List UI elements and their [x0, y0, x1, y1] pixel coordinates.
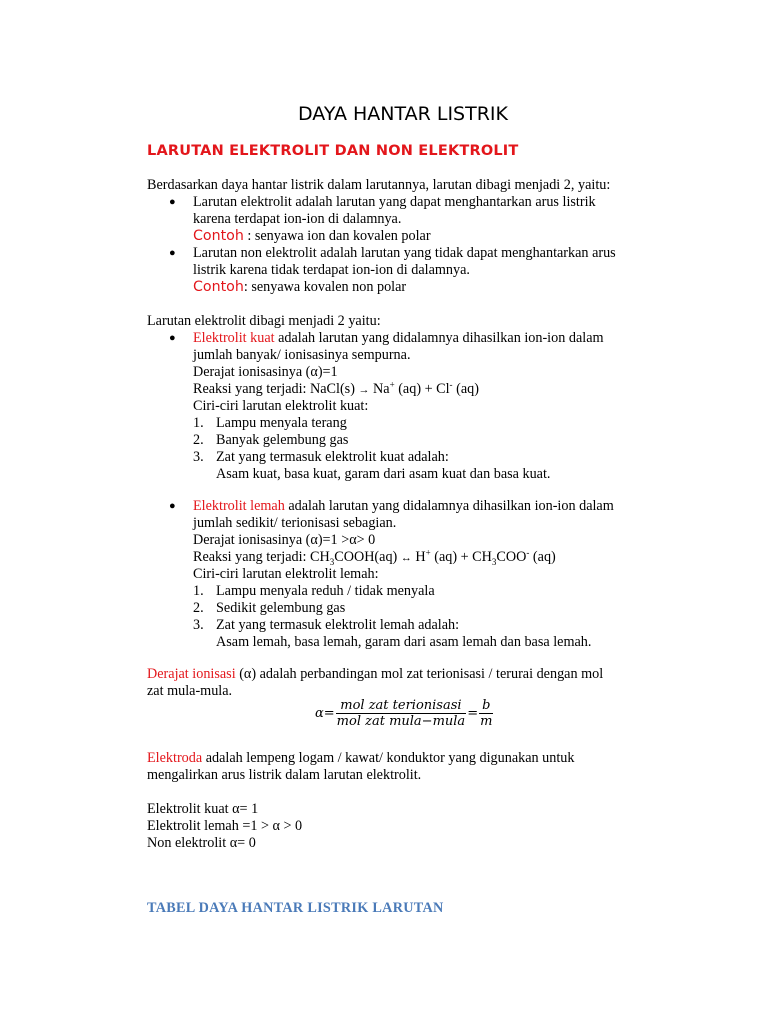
- elektroda-line-1: Elektroda adalah lempeng logam / kawat/ konduktor yang digunakan untuk: [147, 750, 575, 766]
- contoh-label: Contoh: [193, 279, 244, 295]
- kuat-ciri: Ciri-ciri larutan elektrolit kuat:: [193, 398, 369, 414]
- kuat-sub: Asam kuat, basa kuat, garam dari asam kuat dan basa kuat.: [216, 466, 551, 482]
- intro-text: Berdasarkan daya hantar listrik dalam larutannya, larutan dibagi menjadi 2, yaitu:: [147, 177, 611, 193]
- derajat-line-1: Derajat ionisasi (α) adalah perbandingan mol zat terionisasi / terurai dengan mol: [147, 666, 604, 682]
- section-heading: LARUTAN ELEKTROLIT DAN NON ELEKTROLIT: [147, 143, 519, 159]
- kuat-line-1: Elektrolit kuat adalah larutan yang didalamnya dihasilkan ion-ion dalam: [193, 330, 604, 346]
- kuat-term: Elektrolit kuat: [193, 330, 275, 346]
- lemah-line-3: Derajat ionisasinya (α)=1 >α> 0: [193, 532, 376, 548]
- lemah-sub: Asam lemah, basa lemah, garam dari asam lemah dan basa lemah.: [216, 634, 592, 650]
- derajat-line-2: zat mula-mula.: [147, 683, 233, 699]
- bullet-1-icon: ●: [169, 196, 176, 208]
- lemah-ciri: Ciri-ciri larutan elektrolit lemah:: [193, 566, 379, 582]
- summary-non: Non elektrolit α= 0: [147, 835, 256, 851]
- list-item: Zat yang termasuk elektrolit kuat adalah:: [216, 449, 449, 465]
- intro2-text: Larutan elektrolit dibagi menjadi 2 yaitu:: [147, 313, 381, 329]
- kuat-line-3: Derajat ionisasinya (α)=1: [193, 364, 338, 380]
- kuat-reaction: Reaksi yang terjadi: NaCl(s) → Na+ (aq) + Cl- (aq): [193, 379, 479, 397]
- bullet-lemah-icon: ●: [169, 500, 176, 512]
- elektroda-term: Elektroda: [147, 750, 203, 766]
- derajat-term: Derajat ionisasi: [147, 666, 236, 682]
- bullet-1-line-2: karena terdapat ion-ion di dalamnya.: [193, 211, 402, 227]
- ionization-formula: α= mol zat terionisasi = b mol zat mula−mula m: [315, 698, 493, 729]
- lemah-term: Elektrolit lemah: [193, 498, 285, 514]
- table-heading: TABEL DAYA HANTAR LISTRIK LARUTAN: [147, 900, 444, 916]
- bullet-1-line-1: Larutan elektrolit adalah larutan yang dapat menghantarkan arus listrik: [193, 194, 596, 210]
- bullet-2-line-1: Larutan non elektrolit adalah larutan yang tidak dapat menghantarkan arus: [193, 245, 616, 261]
- bullet-2-example: Contoh: senyawa kovalen non polar: [193, 279, 407, 295]
- lemah-reaction: Reaksi yang terjadi: $CH_3COOH(aq)$ ↔ H+ $(aq) + CH_3COO^-$ (aq): [193, 547, 556, 567]
- page-title: DAYA HANTAR LISTRIK: [298, 103, 508, 125]
- contoh-label: Contoh: [193, 228, 244, 244]
- bullet-1-example: Contoh : senyawa ion dan kovalen polar: [193, 228, 431, 244]
- elektroda-line-2: mengalirkan arus listrik dalam larutan elektrolit.: [147, 767, 422, 783]
- summary-lemah: Elektrolit lemah =1 > α > 0: [147, 818, 303, 834]
- list-item: Lampu menyala terang: [216, 415, 347, 431]
- lemah-line-2: jumlah sedikit/ terionisasi sebagian.: [193, 515, 397, 531]
- kuat-line-2: jumlah banyak/ ionisasinya sempurna.: [193, 347, 411, 363]
- bullet-2-line-2: listrik karena tidak terdapat ion-ion di dalamnya.: [193, 262, 470, 278]
- list-item: Lampu menyala reduh / tidak menyala: [216, 583, 435, 599]
- bullet-kuat-icon: ●: [169, 332, 176, 344]
- bullet-2-icon: ●: [169, 247, 176, 259]
- list-item: Banyak gelembung gas: [216, 432, 349, 448]
- lemah-line-1: Elektrolit lemah adalah larutan yang didalamnya dihasilkan ion-ion dalam: [193, 498, 614, 514]
- list-item: Zat yang termasuk elektrolit lemah adalah:: [216, 617, 460, 633]
- list-item: Sedikit gelembung gas: [216, 600, 346, 616]
- summary-kuat: Elektrolit kuat α= 1: [147, 801, 259, 817]
